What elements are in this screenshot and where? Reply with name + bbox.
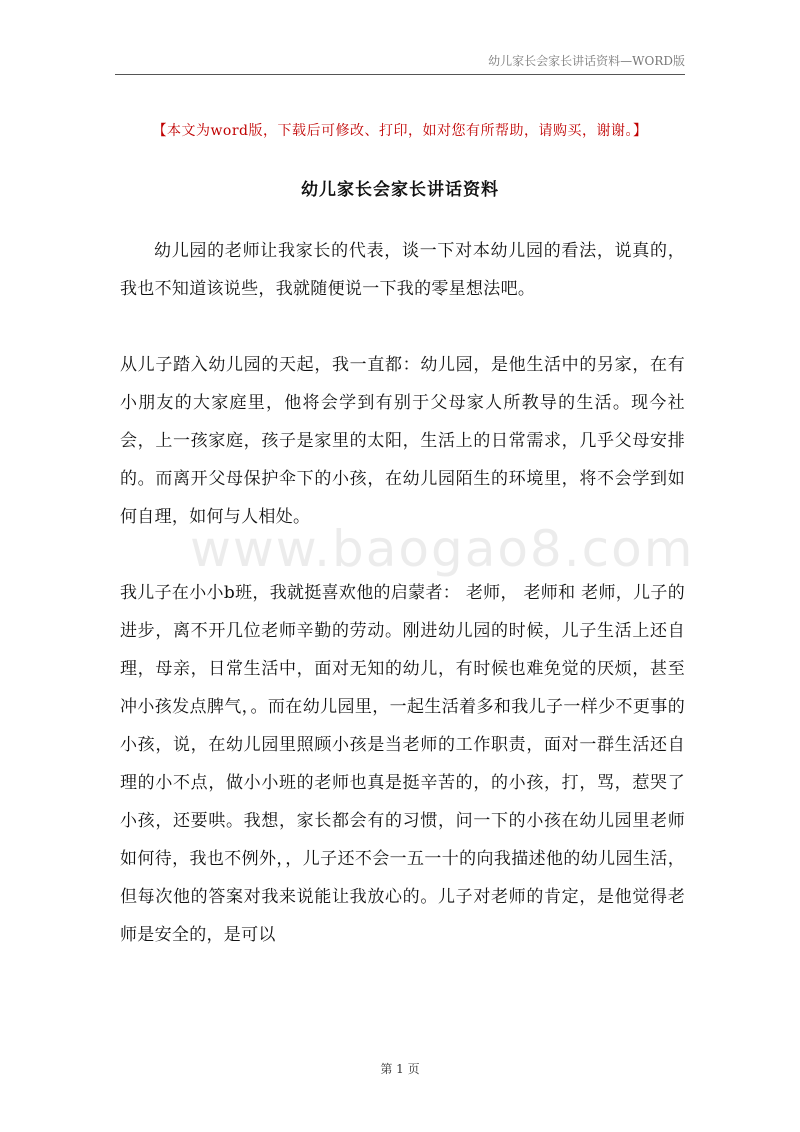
paragraph-kindergarten-life: 从儿子踏入幼儿园的天起，我一直都：幼儿园，是他生活中的另家，在有小朋友的大家庭里，他将会学到有别于父母家人所教导的生活。现今社会，上一孩家庭，孩子是家里的太阳，生活上的日常需求，几乎父母安排的。而离开父母保护伞下的小孩，在幼儿园陌生的环境里，将不会学到如何自理，如何与人相处。 — [120, 355, 685, 527]
watermark: www.baogao8.com — [190, 520, 695, 578]
paragraph-spacer — [120, 308, 685, 346]
document-body — [120, 232, 685, 954]
paragraph-teachers: 我儿子在小小b班，我就挺喜欢他的启蒙者： 老师， 老师和 老师，儿子的进步，离不开几位老师辛勤的劳动。刚进幼儿园的时候，儿子生活上还自理，母亲，日常生活中，面对无知的幼儿，有时候也难免觉的厌烦，甚至冲小孩发点脾气，。而在幼儿园里，一起生活着多和我儿子一样少不更事的小孩，说，在幼儿园里照顾小孩是当老师的工作职责，面对一群生活还自理的小不点，做小小班的老师也真是挺辛苦的，的小孩，打，骂，惹哭了小孩，还要哄。我想，家长都会有的习惯，问一下的小孩在幼儿园里老师如何待，我也不例外，，儿子还不会一五一十的向我描述他的幼儿园生活，但每次他的答案对我来说能让我放心的。儿子对老师的肯定，是他觉得老师是安全的，是可以 — [120, 583, 685, 945]
purchase-notice: 【本文为word版，下载后可修改、打印，如对您有所帮助，请购买，谢谢。】 — [152, 123, 648, 139]
paragraph-intro: 幼儿园的老师让我家长的代表，谈一下对本幼儿园的看法，说真的，我也不知道该说些，我就随便说一下我的零星想法吧。 — [120, 241, 685, 299]
header-divider — [115, 74, 685, 75]
page-number: 第 1 页 — [380, 1062, 420, 1076]
page-header: 幼儿家长会家长讲话资料—WORD版 — [488, 54, 685, 68]
document-title: 幼儿家长会家长讲话资料 — [301, 180, 499, 200]
